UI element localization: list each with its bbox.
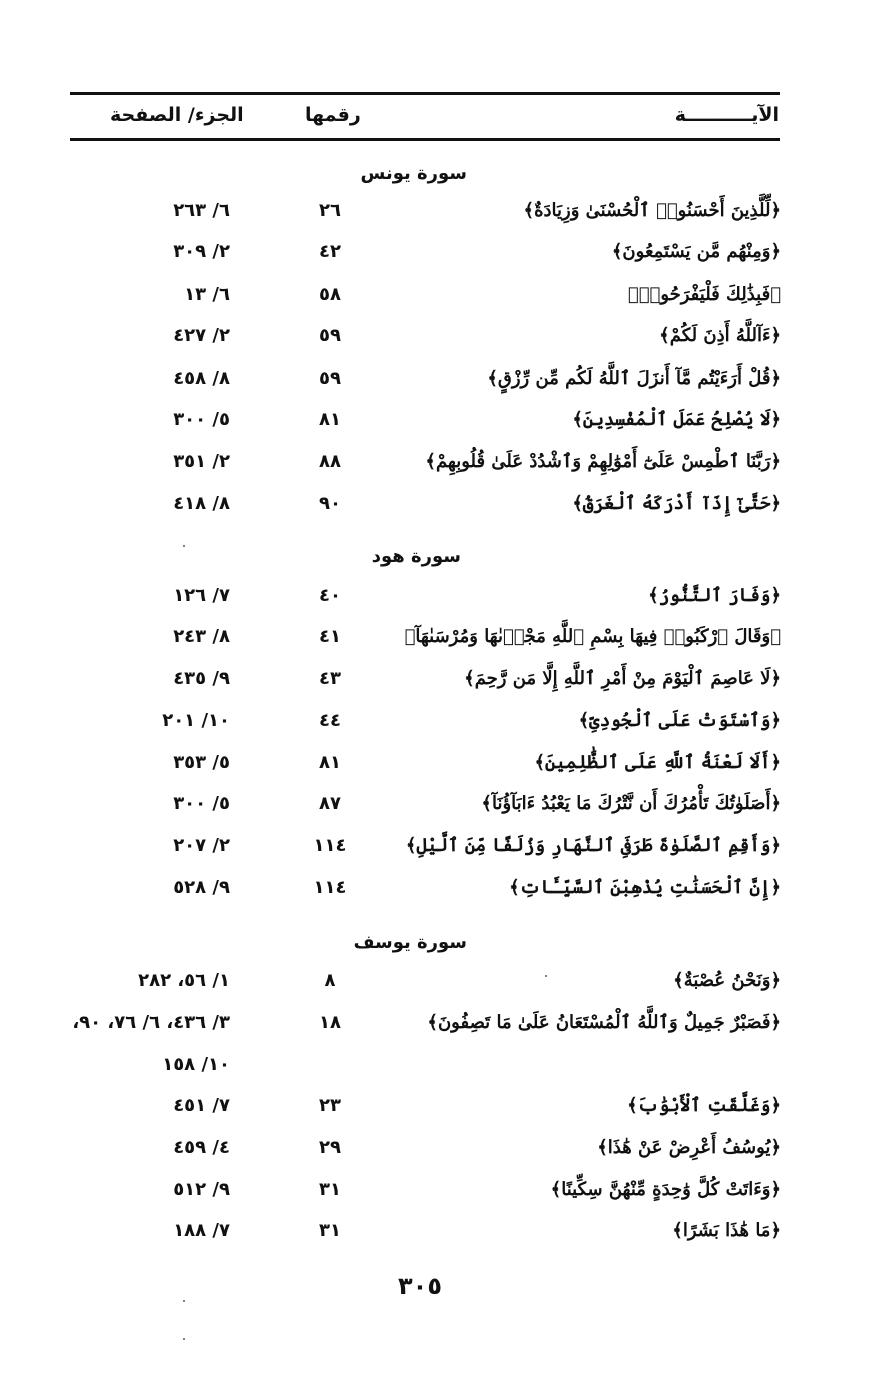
volume-page-ref: ٢/ ٣٠٩ [173,241,230,262]
table-row [0,1137,879,1177]
volume-page-ref: ٢/ ٤٢٧ [173,325,230,346]
table-row [0,752,879,792]
aya-number: ٢٣ [319,1095,341,1116]
volume-page-ref: ١٠/ ٢٠١ [162,710,230,731]
table-row [0,1054,879,1094]
volume-page-ref: ١/ ٥٦، ٢٨٢ [138,970,230,991]
aya-text: ﴿ءَآللَّهُ أَذِنَ لَكُمْ﴾ [659,325,781,346]
table-row [0,368,879,408]
table-row [0,668,879,708]
aya-number: ١٨ [319,1012,341,1033]
aya-number: ٨٧ [319,793,341,814]
scan-speck [183,1300,185,1302]
volume-page-ref: ٧/ ١٨٨ [173,1220,230,1241]
aya-number: ٤٠ [319,585,341,606]
aya-text: ﴿وَٱسْتَوَتْ عَلَى ٱلْجُودِىِّ﴾ [578,710,781,731]
aya-text: ﴿لَا عَاصِمَ ٱلْيَوْمَ مِنْ أَمْرِ ٱللَّهِ إِلَّا مَن رَّحِمَ﴾ [464,668,781,689]
volume-page-ref: ١٠/ ١٥٨ [162,1054,230,1075]
header-bottom-rule [70,138,780,141]
scan-speck [545,975,547,977]
volume-page-ref: ٧/ ١٢٦ [173,585,230,606]
aya-number: ٥٩ [319,368,341,389]
table-row [0,325,879,365]
aya-number: ٨١ [319,752,341,773]
volume-page-ref: ٩/ ٤٣٥ [173,668,230,689]
aya-number: ٩٠ [319,493,341,514]
aya-text: ﴿لَا يُصْلِحُ عَمَلَ ٱلْمُفْسِدِينَ﴾ [572,409,781,430]
aya-number: ٨٨ [319,451,341,472]
aya-number: ٤٤ [319,710,341,731]
aya-text: ﴿وَمِنْهُم مَّن يَسْتَمِعُونَ﴾ [611,241,781,262]
aya-number: ٢٩ [319,1137,341,1158]
aya-text: ﴿وَأَقِمِ ٱلصَّلَوٰةَ طَرَفَىِ ٱلنَّهَارِ وَزُلَفًا مِّنَ ٱلَّيْلِ﴾ [405,835,781,856]
aya-number: ٤٢ [319,241,341,262]
table-row [0,970,879,1010]
table-row [0,710,879,750]
aya-number: ١١٤ [313,835,347,856]
aya-number: ٨١ [319,409,341,430]
table-row [0,451,879,491]
volume-page-ref: ٢/ ٢٠٧ [173,835,230,856]
table-row [0,409,879,449]
volume-page-ref: ٣/ ٤٣٦، ٦/ ٧٦، ٩٠، [72,1012,230,1033]
table-row [0,835,879,875]
aya-text: ﴿وَءَاتَتْ كُلَّ وَٰحِدَةٍ مِّنْهُنَّ سِكِّينًا﴾ [550,1179,781,1200]
aya-text: ﴿قُلْ أَرَءَيْتُم مَّآ أَنزَلَ ٱللَّهُ لَكُم مِّن رِّزْقٍ﴾ [487,368,781,389]
volume-page-ref: ٨/ ٤١٨ [173,493,230,514]
volume-page-ref: ٩/ ٥٢٨ [173,877,230,898]
surah-title-yusuf: سورة يوسف [353,932,467,953]
volume-page-ref: ٥/ ٣٠٠ [173,793,230,814]
aya-text: ﴿مَا هَٰذَا بَشَرًا﴾ [672,1220,781,1241]
header-top-rule [70,92,780,95]
table-row [0,626,879,666]
table-row [0,877,879,917]
aya-text: ﴿يُوسُفُ أَعْرِضْ عَنْ هَٰذَا﴾ [597,1137,781,1158]
volume-page-ref: ٥/ ٣٠٠ [173,409,230,430]
column-header-reference: الجزء/ الصفحة [110,104,244,126]
volume-page-ref: ٥/ ٣٥٣ [173,752,230,773]
page-number: ٣٠٥ [398,1272,442,1300]
table-row [0,1012,879,1052]
aya-text: ﴿وَنَحْنُ عُصْبَةٌ﴾ [673,970,781,991]
scan-speck [183,545,185,547]
aya-text: ﴿رَبَّنَا ٱطْمِسْ عَلَىٰٓ أَمْوَٰلِهِمْ وَٱشْدُدْ عَلَىٰ قُلُوبِهِمْ﴾ [425,451,781,472]
table-row [0,493,879,533]
volume-page-ref: ٨/ ٤٥٨ [173,368,230,389]
aya-text: ﴿فَبِذَٰلِكَ فَلْيَفْرَحُوا۟﴾ [627,284,781,305]
table-row [0,200,879,240]
table-row [0,284,879,324]
aya-number: ٣١ [319,1179,341,1200]
surah-title-hud: سورة هود [371,546,461,567]
volume-page-ref: ٩/ ٥١٢ [173,1179,230,1200]
aya-number: ٨ [324,970,336,991]
table-row [0,1179,879,1219]
surah-title-yunus: سورة يونس [360,163,467,184]
aya-text: ﴿وَغَلَّقَتِ ٱلْأَبْوَٰبَ﴾ [627,1095,781,1116]
scan-speck [183,1338,185,1340]
table-row [0,241,879,281]
column-header-aya: الآيــــــــــة [674,104,779,126]
volume-page-ref: ٤/ ٤٥٩ [173,1137,230,1158]
aya-number: ٤٣ [319,668,341,689]
aya-text: ﴿لِّلَّذِينَ أَحْسَنُوا۟ ٱلْحُسْنَىٰ وَزِيَادَةٌ﴾ [523,200,781,221]
aya-number: ١١٤ [313,877,347,898]
aya-number: ٢٦ [319,200,341,221]
volume-page-ref: ٧/ ٤٥١ [173,1095,230,1116]
table-row [0,793,879,833]
aya-number: ٥٨ [319,284,341,305]
volume-page-ref: ٢/ ٣٥١ [173,451,230,472]
table-row [0,1220,879,1260]
aya-text: ﴿وَقَالَ ٱرْكَبُوا۟ فِيهَا بِسْمِ ٱللَّهِ مَجْر۪ىٰهَا وَمُرْسَىٰهَآ﴾ [404,626,781,647]
volume-page-ref: ٦/ ٢٦٣ [173,200,230,221]
aya-text: ﴿وَفَارَ ٱلتَّنُّورُ﴾ [648,585,781,606]
table-row [0,1095,879,1135]
volume-page-ref: ٨/ ٢٤٣ [173,626,230,647]
aya-number: ٤١ [319,626,341,647]
aya-number: ٥٩ [319,325,341,346]
column-header-number: رقمها [305,104,361,126]
aya-text: ﴿أَصَلَوٰتُكَ تَأْمُرُكَ أَن نَّتْرُكَ مَا يَعْبُدُ ءَابَآؤُنَآ﴾ [481,793,781,814]
aya-text: ﴿حَتَّىٰٓ إِذَآ أَدْرَكَهُ ٱلْغَرَقُ﴾ [572,493,781,514]
volume-page-ref: ٦/ ١٣ [184,284,230,305]
table-row [0,585,879,625]
aya-text: ﴿فَصَبْرٌ جَمِيلٌ وَٱللَّهُ ٱلْمُسْتَعَانُ عَلَىٰ مَا تَصِفُونَ﴾ [427,1012,781,1033]
aya-text: ﴿إِنَّ ٱلْحَسَنَٰتِ يُذْهِبْنَ ٱلسَّيِّـَٔاتِ﴾ [509,877,781,898]
aya-text: ﴿أَلَا لَعْنَةُ ٱللَّهِ عَلَى ٱلظَّٰلِمِينَ﴾ [534,752,781,773]
aya-number: ٣١ [319,1220,341,1241]
